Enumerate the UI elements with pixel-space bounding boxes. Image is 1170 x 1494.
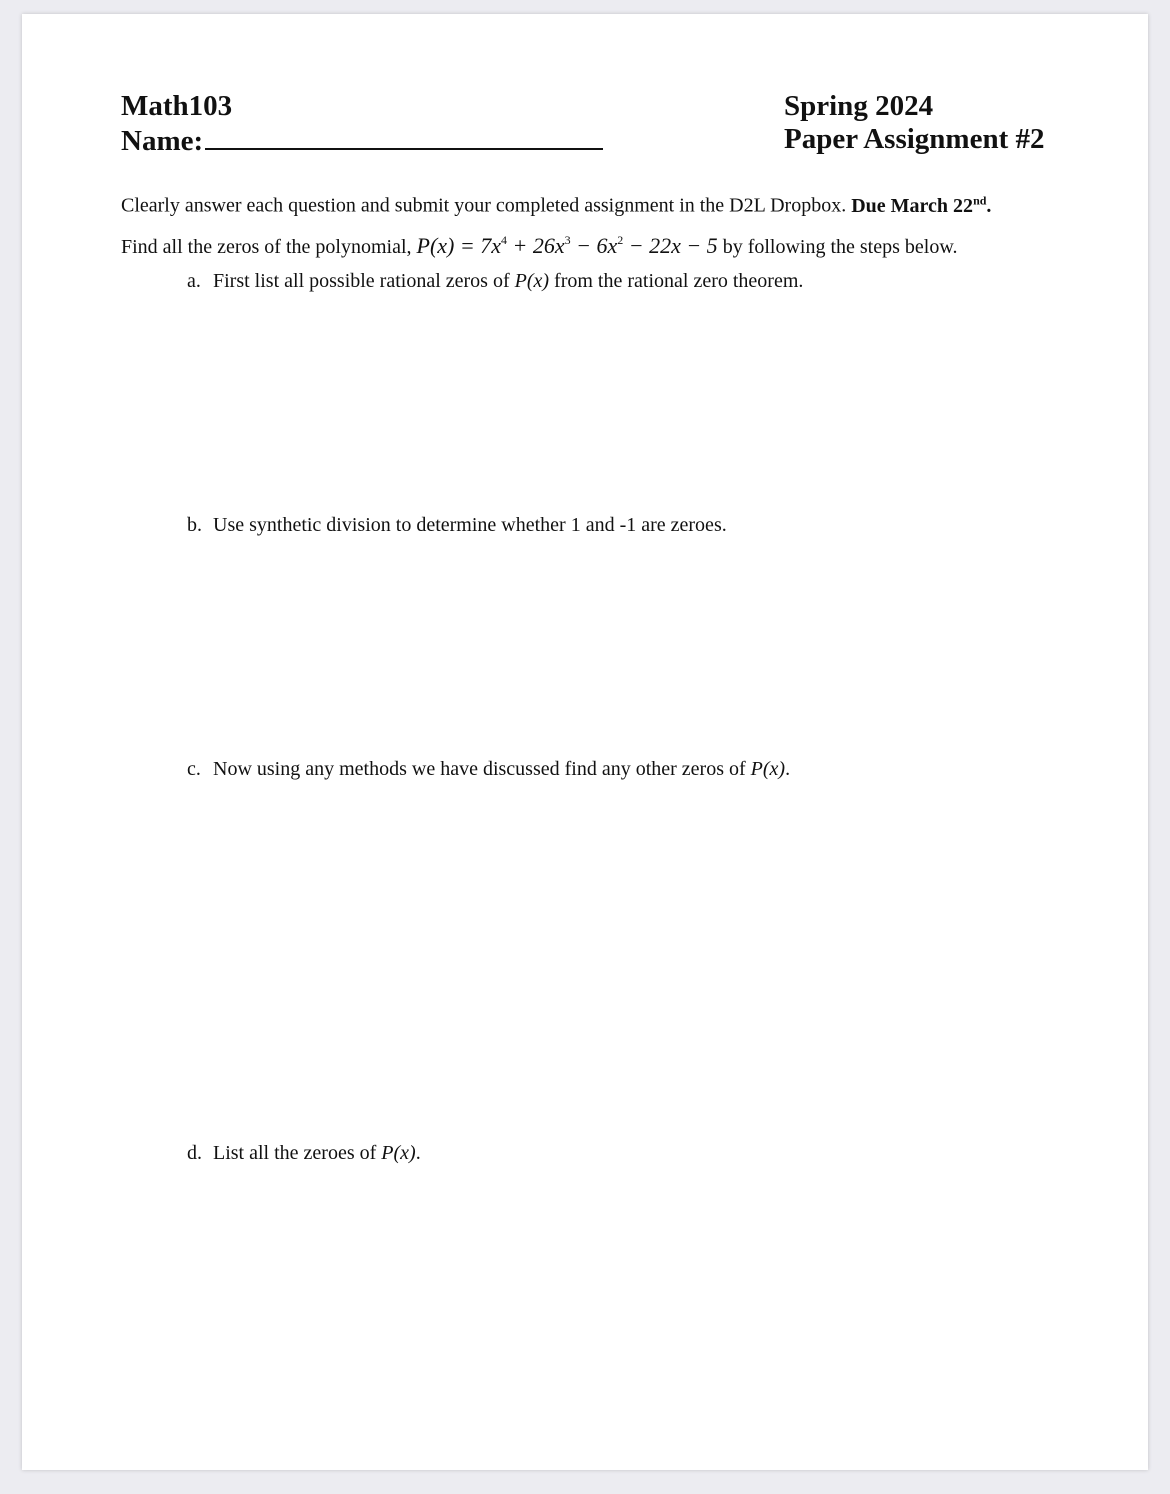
name-field <box>121 123 603 158</box>
assignment-title: Paper Assignment #2 <box>784 123 1045 155</box>
part-label: b. <box>187 514 202 536</box>
problem-outro: by following the steps below. <box>722 236 958 258</box>
part-c: c. Now using any methods we have discussed find any other zeros of P(x). <box>187 758 791 780</box>
name-blank-line <box>205 123 603 150</box>
problem-statement <box>121 228 957 259</box>
part-label: c. <box>187 758 201 780</box>
term-title: Spring 2024 <box>784 90 934 122</box>
course-title: Math103 <box>121 90 233 122</box>
instructions <box>121 188 991 218</box>
part-b: b. Use synthetic division to determine whether 1 and -1 are zeroes. <box>187 514 727 536</box>
instructions-text: Clearly answer each question and submit your completed assignment in the D2L Dropbox. <box>121 194 847 217</box>
due-date: Due March 22nd. <box>851 193 992 217</box>
document-page <box>22 14 1148 1470</box>
part-a: a. First list all possible rational zeros of P(x) from the rational zero theorem. <box>187 270 804 292</box>
name-label: Name: <box>121 125 204 157</box>
problem-intro: Find all the zeros of the polynomial, <box>121 236 412 258</box>
part-d: d. List all the zeroes of P(x). <box>187 1142 421 1164</box>
part-label: a. <box>187 270 201 292</box>
part-label: d. <box>187 1142 202 1164</box>
polynomial-expression: $P(x) = 7x^4 + 26x^3 - 6x^2 - 22x - 5$ <box>416 233 718 258</box>
